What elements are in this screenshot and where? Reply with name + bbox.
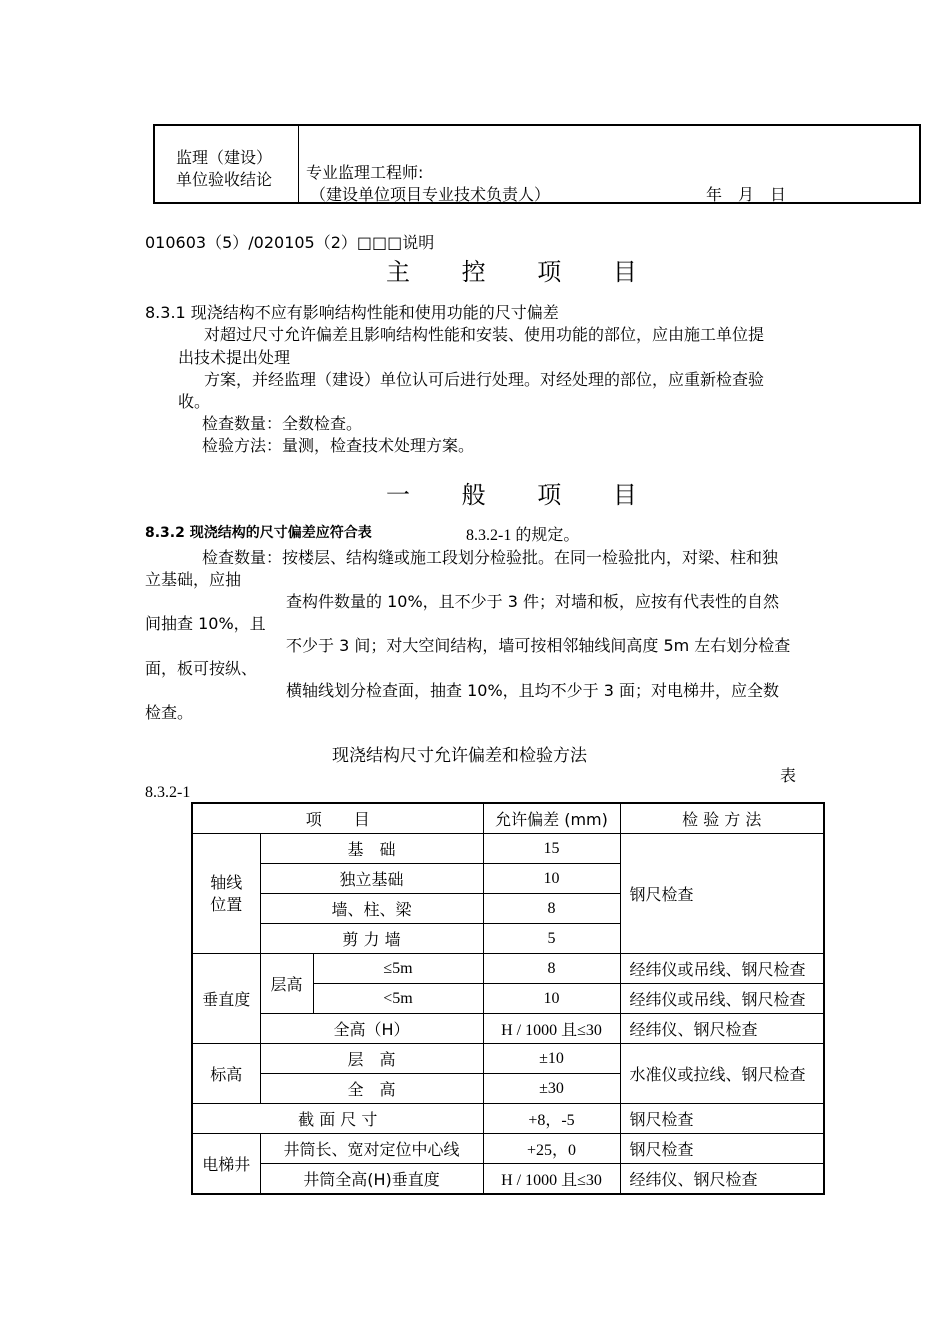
general-check-qty-line4: 横轴线划分检查面，抽查 10%，且均不少于 3 面；对电梯井，应全数 [286,681,780,700]
header-item: 项 目 [192,803,483,834]
main-control-title: 主 控 项 目 [386,258,659,286]
axis-row-value: 10 [483,864,620,894]
axis-row-label: 独立基础 [260,864,483,894]
axis-row-label: 墙、柱、梁 [260,894,483,924]
box-divider [298,126,299,202]
vertical-row-method: 经纬仪或吊线、钢尺检查 [620,984,824,1014]
elevation-group-label: 标高 [192,1044,260,1104]
general-check-qty-line2b: 间抽查 10%，且 [145,614,266,633]
vertical-row-value: H / 1000 且≤30 [483,1014,620,1044]
vertical-row-value: 8 [483,954,620,984]
general-check-qty-line1: 检查数量：按楼层、结构缝或施工段划分检验批。在同一检验批内，对梁、柱和独 [202,548,779,567]
section-size-value: +8，-5 [483,1104,620,1134]
elevator-row-method: 经纬仪、钢尺检查 [620,1164,824,1195]
table-row [192,1014,824,1044]
elevator-group-label: 电梯井 [192,1134,260,1195]
table-header-row [192,803,824,834]
header-method: 检 验 方 法 [620,803,824,834]
axis-row-label: 剪 力 墙 [260,924,483,954]
general-check-qty-line4b: 检查。 [145,703,194,722]
elevation-row-value: ±10 [483,1044,620,1074]
general-check-qty-line2: 查构件数量的 10%，且不少于 3 件；对墙和板，应按有代表性的自然 [286,592,780,611]
general-check-qty-line3: 不少于 3 间；对大空间结构，墙可按相邻轴线间高度 5m 左右划分检查 [286,636,791,655]
section-size-label: 截 面 尺 寸 [192,1104,483,1134]
document-code: 010603（5）/020105（2）□□□说明 [145,233,435,252]
main-check-method: 检验方法：量测，检查技术处理方案。 [202,436,475,455]
vertical-group-label: 垂直度 [192,954,260,1044]
axis-method: 钢尺检查 [620,834,824,954]
vertical-row-label: ≤5m [313,954,483,984]
general-items-title: 一 般 项 目 [386,481,659,509]
table-word: 表 [780,766,797,785]
clause-8-3-2-tail: 8.3.2-1 的规定。 [466,527,580,544]
table-caption: 现浇结构尺寸允许偏差和检验方法 [332,746,587,766]
main-check-quantity: 检查数量：全数检查。 [202,414,363,433]
table-number: 8.3.2-1 [145,784,191,801]
axis-row-value: 5 [483,924,620,954]
elevator-row-label: 井筒全高(H)垂直度 [260,1164,483,1195]
conclusion-label-line1: 监理（建设） [176,148,273,167]
elevation-row-value: ±30 [483,1074,620,1104]
vertical-row-label: <5m [313,984,483,1014]
header-tolerance: 允许偏差 (mm) [483,803,620,834]
axis-group-label: 轴线位置 [192,834,260,954]
table-row [192,954,824,984]
elevator-row-value: H / 1000 且≤30 [483,1164,620,1195]
tolerance-table [191,802,825,1195]
table-row [192,1134,824,1164]
clause-8-3-1: 8.3.1 现浇结构不应有影响结构性能和使用功能的尺寸偏差 [145,303,559,322]
table-row [192,1164,824,1195]
clause-8-3-1-line2: 出技术提出处理 [178,348,291,367]
vertical-row-method: 经纬仪、钢尺检查 [620,1014,824,1044]
date-label: 年 月 日 [706,185,787,204]
axis-row-value: 15 [483,834,620,864]
general-check-qty-line1b: 立基础，应抽 [145,570,242,589]
acceptance-conclusion-box [153,124,921,204]
elevation-row-label: 全 高 [260,1074,483,1104]
table-row [192,834,824,864]
axis-row-label: 基 础 [260,834,483,864]
owner-representative-label: （建设单位项目专业技术负责人） [310,185,551,204]
elevation-row-label: 层 高 [260,1044,483,1074]
clause-8-3-1-line4: 收。 [178,392,211,411]
elevator-row-value: +25，0 [483,1134,620,1164]
vertical-row-value: 10 [483,984,620,1014]
conclusion-label-line2: 单位验收结论 [176,170,273,189]
elevator-row-method: 钢尺检查 [620,1134,824,1164]
axis-row-value: 8 [483,894,620,924]
general-check-qty-line3b: 面，板可按纵、 [145,659,258,678]
table-row [192,1044,824,1074]
elevator-row-label: 井筒长、宽对定位中心线 [260,1134,483,1164]
vertical-row-method: 经纬仪或吊线、钢尺检查 [620,954,824,984]
clause-8-3-2-head: 8.3.2 现浇结构的尺寸偏差应符合表 [145,525,372,541]
clause-8-3-1-line1: 对超过尺寸允许偏差且影响结构性能和安装、使用功能的部位，应由施工单位提 [204,325,765,344]
section-size-method: 钢尺检查 [620,1104,824,1134]
table-row [192,1104,824,1134]
clause-8-3-1-line3: 方案，并经监理（建设）单位认可后进行处理。对经处理的部位，应重新检查验 [204,370,765,389]
vertical-row-label: 全高（H） [260,1014,483,1044]
vertical-sub-label: 层高 [260,954,313,1014]
engineer-label: 专业监理工程师: [306,163,424,182]
elevation-method: 水准仪或拉线、钢尺检查 [620,1044,824,1104]
